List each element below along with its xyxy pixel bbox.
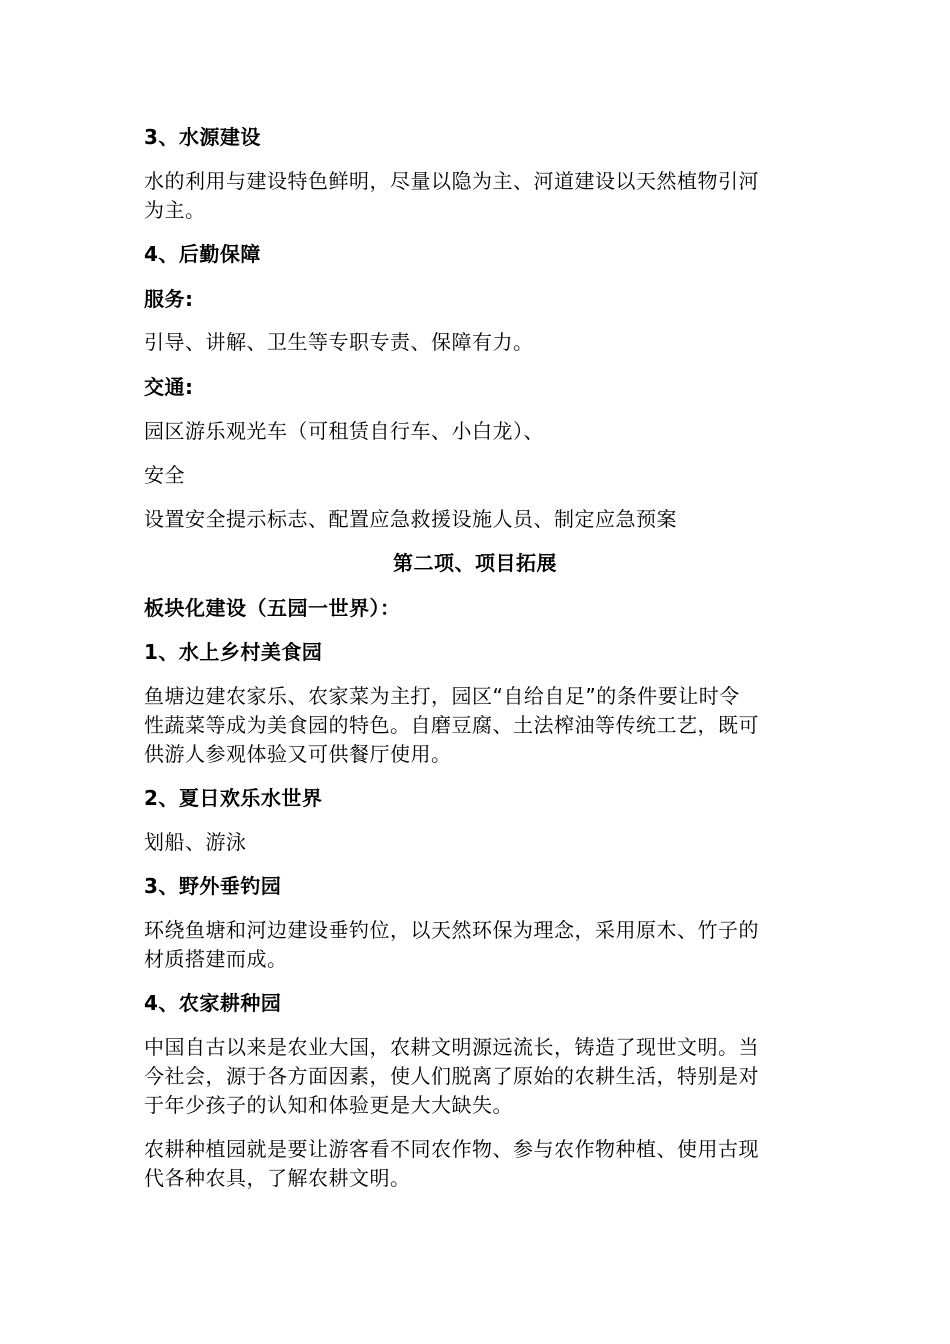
heading-block-construction: 板块化建设（五园一世界）： xyxy=(144,596,401,620)
heading-water-source: 3、水源建设 xyxy=(144,125,261,149)
paragraph-line: 代各种农具，了解农耕文明。 xyxy=(144,1166,411,1190)
heading-logistics: 4、后勤保障 xyxy=(144,242,261,266)
heading-water-world: 2、夏日欢乐水世界 xyxy=(144,786,323,810)
paragraph-line: 为主。 xyxy=(144,198,206,222)
paragraph-line: 水的利用与建设特色鲜明，尽量以隐为主、河道建设以天然植物引河 xyxy=(144,169,759,193)
paragraph-line: 鱼塘边建农家乐、农家菜为主打，园区“自给自足”的条件要让时令 xyxy=(144,684,740,708)
paragraph-line: 材质搭建而成。 xyxy=(144,947,288,971)
paragraph-line: 园区游乐观光车（可租赁自行车、小白龙）、 xyxy=(144,419,544,443)
heading-fishing-garden: 3、野外垂钓园 xyxy=(144,874,282,898)
heading-farming-garden: 4、农家耕种园 xyxy=(144,991,282,1015)
paragraph-line: 今社会，源于各方面因素，使人们脱离了原始的农耕生活，特别是对 xyxy=(144,1064,759,1088)
subheading-traffic: 交通: xyxy=(144,375,194,399)
section-title: 第二项、项目拓展 xyxy=(393,551,557,575)
subheading-service: 服务: xyxy=(144,287,194,311)
heading-food-garden: 1、水上乡村美食园 xyxy=(144,640,323,664)
paragraph-line: 设置安全提示标志、配置应急救援设施人员、制定应急预案 xyxy=(144,507,677,531)
paragraph-line: 农耕种植园就是要让游客看不同农作物、参与农作物种植、使用古现 xyxy=(144,1137,759,1161)
subheading-safety: 安全 xyxy=(144,463,185,487)
paragraph-line: 性蔬菜等成为美食园的特色。自磨豆腐、土法榨油等传统工艺，既可 xyxy=(144,713,759,737)
paragraph-line: 于年少孩子的认知和体验更是大大缺失。 xyxy=(144,1093,513,1117)
paragraph-line: 供游人参观体验又可供餐厅使用。 xyxy=(144,742,452,766)
paragraph-line: 引导、讲解、卫生等专职专责、保障有力。 xyxy=(144,330,534,354)
paragraph-line: 环绕鱼塘和河边建设垂钓位，以天然环保为理念，采用原木、竹子的 xyxy=(144,918,759,942)
paragraph-line: 中国自古以来是农业大国，农耕文明源远流长，铸造了现世文明。当 xyxy=(144,1035,759,1059)
paragraph-line: 划船、游泳 xyxy=(144,830,247,854)
